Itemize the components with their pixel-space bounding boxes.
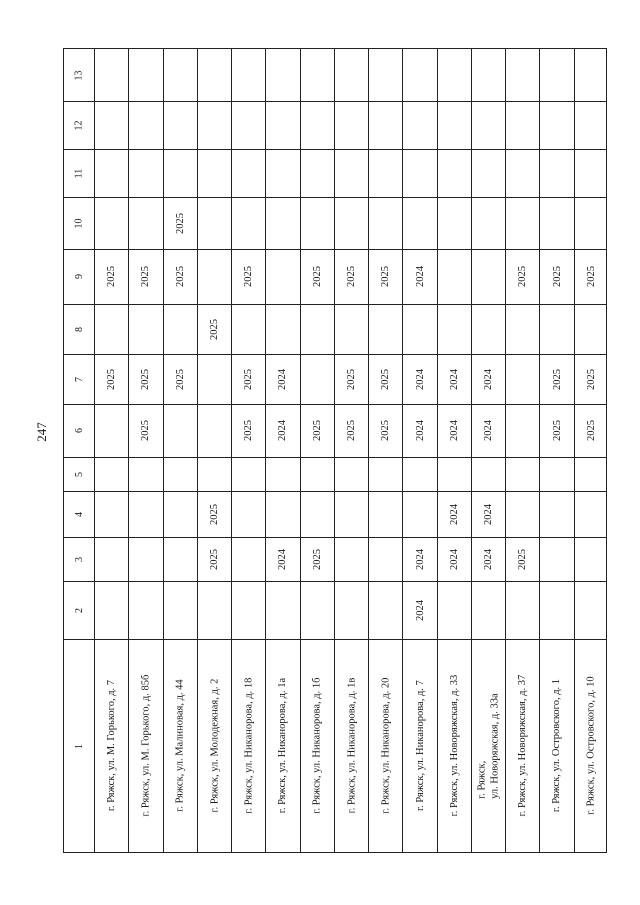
year-cell: 2025 xyxy=(208,548,220,570)
year-cell xyxy=(472,197,505,249)
year-cell: 2025 xyxy=(243,266,255,287)
year-cell xyxy=(540,491,573,537)
year-cell xyxy=(95,581,128,639)
year-cell xyxy=(335,304,368,354)
year-cell xyxy=(438,49,471,101)
year-cell xyxy=(506,491,539,537)
year-cell: 2025 xyxy=(380,420,392,441)
year-cell xyxy=(472,49,505,101)
year-cell xyxy=(540,49,573,101)
year-cell xyxy=(232,149,265,197)
table-row xyxy=(539,49,573,852)
year-cell xyxy=(506,404,539,457)
year-cell xyxy=(335,537,368,581)
year-cell: 2024 xyxy=(414,368,426,390)
year-cell xyxy=(506,49,539,101)
year-cell xyxy=(472,581,505,639)
year-cell xyxy=(95,537,128,581)
address-cell: г. Ряжск, ул. Никанорова, д. 20 xyxy=(380,678,392,814)
year-cell xyxy=(164,101,197,149)
year-cell xyxy=(129,101,162,149)
year-cell xyxy=(369,581,402,639)
year-cell xyxy=(266,249,299,304)
year-cell xyxy=(301,581,334,639)
year-cell xyxy=(472,149,505,197)
year-cell: 2025 xyxy=(345,266,357,287)
year-cell: 2025 xyxy=(174,212,186,234)
schedule-table xyxy=(63,48,607,853)
year-cell xyxy=(301,491,334,537)
year-cell: 2024 xyxy=(448,420,460,441)
address-cell: г. Ряжск, ул. Молодежная, д. 2 xyxy=(208,679,220,813)
column-number: 1 xyxy=(73,744,85,749)
address-cell: г. Ряжск, ул. Малиновая, д. 44 xyxy=(174,679,186,813)
year-cell xyxy=(472,249,505,304)
year-cell xyxy=(129,49,162,101)
year-cell xyxy=(369,537,402,581)
year-cell xyxy=(266,101,299,149)
column-number: 10 xyxy=(73,218,85,228)
year-cell xyxy=(438,101,471,149)
table-row xyxy=(505,49,539,852)
year-cell xyxy=(164,149,197,197)
year-cell xyxy=(95,149,128,197)
year-cell xyxy=(403,49,436,101)
address-cell: г. Ряжск, ул. Новоряжская, д. 33 xyxy=(448,675,460,817)
year-cell xyxy=(232,537,265,581)
column-number: 9 xyxy=(73,274,85,279)
year-cell xyxy=(266,581,299,639)
year-cell xyxy=(198,249,231,304)
year-cell xyxy=(129,304,162,354)
address-cell: г. Ряжск, ул. М. Горького, д. 85б xyxy=(140,675,152,817)
year-cell: 2024 xyxy=(483,548,495,570)
year-cell xyxy=(506,457,539,491)
year-cell xyxy=(301,457,334,491)
year-cell xyxy=(335,197,368,249)
year-cell xyxy=(301,197,334,249)
column-number: 4 xyxy=(73,511,85,517)
address-cell: г. Ряжск, ул. Никанорова, д. 1а xyxy=(277,678,289,814)
year-cell xyxy=(506,101,539,149)
year-cell xyxy=(335,457,368,491)
year-cell xyxy=(335,101,368,149)
year-cell xyxy=(369,304,402,354)
year-cell xyxy=(506,197,539,249)
year-cell xyxy=(506,149,539,197)
year-cell xyxy=(198,354,231,404)
table-row xyxy=(437,49,471,852)
year-cell: 2025 xyxy=(140,420,152,441)
year-cell: 2025 xyxy=(585,266,597,287)
year-cell xyxy=(540,537,573,581)
year-cell xyxy=(403,457,436,491)
column-number: 11 xyxy=(73,168,85,178)
year-cell xyxy=(301,149,334,197)
year-cell xyxy=(129,149,162,197)
year-cell xyxy=(198,197,231,249)
year-cell xyxy=(232,101,265,149)
year-cell: 2025 xyxy=(517,548,529,570)
year-cell xyxy=(438,457,471,491)
year-cell xyxy=(540,101,573,149)
year-cell xyxy=(575,491,608,537)
year-cell: 2025 xyxy=(345,368,357,390)
year-cell xyxy=(95,197,128,249)
year-cell xyxy=(129,491,162,537)
year-cell xyxy=(232,304,265,354)
year-cell xyxy=(438,304,471,354)
column-number: 8 xyxy=(73,326,85,332)
year-cell: 2024 xyxy=(414,266,426,287)
year-cell: 2025 xyxy=(106,266,118,287)
year-cell xyxy=(403,491,436,537)
year-cell: 2024 xyxy=(277,548,289,570)
column-number: 13 xyxy=(73,70,85,80)
year-cell xyxy=(369,49,402,101)
address-cell xyxy=(472,641,505,851)
year-cell xyxy=(575,457,608,491)
table-row xyxy=(94,49,128,852)
address-cell: г. Ряжск, ул. Новоряжская, д. 37 xyxy=(517,675,529,817)
year-cell: 2025 xyxy=(174,266,186,287)
year-cell xyxy=(198,404,231,457)
year-cell xyxy=(266,49,299,101)
year-cell: 2025 xyxy=(551,368,563,390)
year-cell xyxy=(164,304,197,354)
year-cell xyxy=(232,197,265,249)
table-row xyxy=(265,49,299,852)
year-cell xyxy=(472,304,505,354)
year-cell: 2025 xyxy=(311,420,323,441)
year-cell xyxy=(575,537,608,581)
year-cell xyxy=(575,49,608,101)
year-cell: 2025 xyxy=(517,266,529,287)
year-cell xyxy=(232,457,265,491)
year-cell xyxy=(164,581,197,639)
year-cell xyxy=(575,101,608,149)
year-cell xyxy=(301,49,334,101)
year-cell xyxy=(129,581,162,639)
year-cell xyxy=(129,457,162,491)
year-cell: 2025 xyxy=(106,368,118,390)
year-cell xyxy=(540,581,573,639)
year-cell xyxy=(129,537,162,581)
year-cell xyxy=(438,581,471,639)
year-cell xyxy=(403,101,436,149)
year-cell xyxy=(301,101,334,149)
year-cell xyxy=(232,491,265,537)
address-cell: г. Ряжск, ул. Никанорова, д. 1в xyxy=(345,678,357,814)
year-cell: 2025 xyxy=(208,503,220,525)
year-cell xyxy=(575,197,608,249)
column-number: 2 xyxy=(73,607,85,613)
year-cell: 2024 xyxy=(483,368,495,390)
table-row xyxy=(163,49,197,852)
year-cell: 2024 xyxy=(448,503,460,525)
year-cell: 2025 xyxy=(208,318,220,340)
table-row xyxy=(402,49,436,852)
year-cell: 2025 xyxy=(311,266,323,287)
year-cell xyxy=(301,304,334,354)
year-cell xyxy=(575,581,608,639)
year-cell xyxy=(95,491,128,537)
year-cell xyxy=(403,304,436,354)
year-cell xyxy=(266,149,299,197)
year-cell xyxy=(506,304,539,354)
column-number: 3 xyxy=(73,556,85,562)
year-cell xyxy=(438,249,471,304)
table-row xyxy=(197,49,231,852)
address-cell: г. Ряжск, ул. М. Горького, д. 7 xyxy=(106,680,118,812)
year-cell xyxy=(232,581,265,639)
address-cell: г. Ряжск, ул. Никанорова, д. 1б xyxy=(311,677,323,815)
year-cell xyxy=(575,149,608,197)
year-cell xyxy=(540,457,573,491)
table-row xyxy=(231,49,265,852)
year-cell: 2025 xyxy=(551,266,563,287)
year-cell: 2025 xyxy=(551,420,563,441)
year-cell xyxy=(164,404,197,457)
page-number: 247 xyxy=(34,422,49,442)
year-cell xyxy=(540,149,573,197)
year-cell xyxy=(335,49,368,101)
column-number: 7 xyxy=(73,376,85,382)
year-cell xyxy=(301,354,334,404)
year-cell xyxy=(232,49,265,101)
address-line: ул. Новоряжская, д. 33а xyxy=(489,693,501,799)
table-row xyxy=(574,49,608,852)
column-number: 12 xyxy=(73,120,85,130)
address-cell: г. Ряжск, ул. Островского, д. 1 xyxy=(551,679,563,813)
address-cell: г. Ряжск, ул. Никанорова, д. 7 xyxy=(414,680,426,812)
year-cell: 2025 xyxy=(311,548,323,570)
column-number: 5 xyxy=(73,471,85,477)
year-cell xyxy=(164,491,197,537)
year-cell xyxy=(198,581,231,639)
year-cell: 2024 xyxy=(483,503,495,525)
year-cell: 2025 xyxy=(243,420,255,441)
year-cell: 2025 xyxy=(585,368,597,390)
year-cell: 2024 xyxy=(277,368,289,390)
year-cell xyxy=(540,197,573,249)
year-cell xyxy=(95,304,128,354)
year-cell xyxy=(198,49,231,101)
table-row xyxy=(368,49,402,852)
year-cell: 2025 xyxy=(585,420,597,441)
year-cell xyxy=(266,304,299,354)
year-cell xyxy=(266,491,299,537)
year-cell xyxy=(369,101,402,149)
year-cell xyxy=(369,149,402,197)
year-cell xyxy=(506,354,539,404)
year-cell xyxy=(438,149,471,197)
table-row xyxy=(334,49,368,852)
year-cell xyxy=(95,101,128,149)
year-cell: 2025 xyxy=(243,368,255,390)
year-cell: 2024 xyxy=(414,599,426,621)
year-cell xyxy=(164,537,197,581)
year-cell xyxy=(369,197,402,249)
year-cell: 2025 xyxy=(140,266,152,287)
table-row xyxy=(300,49,334,852)
year-cell xyxy=(266,457,299,491)
year-cell xyxy=(575,304,608,354)
year-cell: 2025 xyxy=(140,368,152,390)
year-cell xyxy=(438,197,471,249)
column-number-header xyxy=(64,49,94,852)
year-cell xyxy=(335,149,368,197)
year-cell xyxy=(369,491,402,537)
year-cell: 2025 xyxy=(174,368,186,390)
year-cell: 2025 xyxy=(380,368,392,390)
year-cell xyxy=(403,149,436,197)
year-cell xyxy=(403,197,436,249)
year-cell xyxy=(95,457,128,491)
year-cell xyxy=(369,457,402,491)
address-cell: г. Ряжск, ул. Никанорова, д. 18 xyxy=(243,678,255,814)
year-cell xyxy=(198,149,231,197)
table-row xyxy=(128,49,162,852)
address-cell: г. Ряжск, ул. Островского, д. 10 xyxy=(585,676,597,816)
address-line: г. Ряжск, xyxy=(476,760,488,799)
year-cell xyxy=(335,491,368,537)
year-cell xyxy=(164,457,197,491)
table-row xyxy=(471,49,505,852)
year-cell xyxy=(95,404,128,457)
year-cell xyxy=(540,304,573,354)
year-cell: 2024 xyxy=(277,420,289,441)
column-number: 6 xyxy=(73,428,85,433)
year-cell xyxy=(266,197,299,249)
year-cell: 2024 xyxy=(448,368,460,390)
year-cell xyxy=(335,581,368,639)
year-cell: 2025 xyxy=(345,420,357,441)
year-cell: 2024 xyxy=(414,548,426,570)
year-cell xyxy=(164,49,197,101)
year-cell xyxy=(198,457,231,491)
year-cell: 2024 xyxy=(483,420,495,441)
year-cell: 2024 xyxy=(448,548,460,570)
year-cell xyxy=(95,49,128,101)
year-cell: 2025 xyxy=(380,266,392,287)
year-cell: 2024 xyxy=(414,420,426,441)
year-cell xyxy=(472,101,505,149)
year-cell xyxy=(129,197,162,249)
year-cell xyxy=(472,457,505,491)
year-cell xyxy=(506,581,539,639)
year-cell xyxy=(198,101,231,149)
